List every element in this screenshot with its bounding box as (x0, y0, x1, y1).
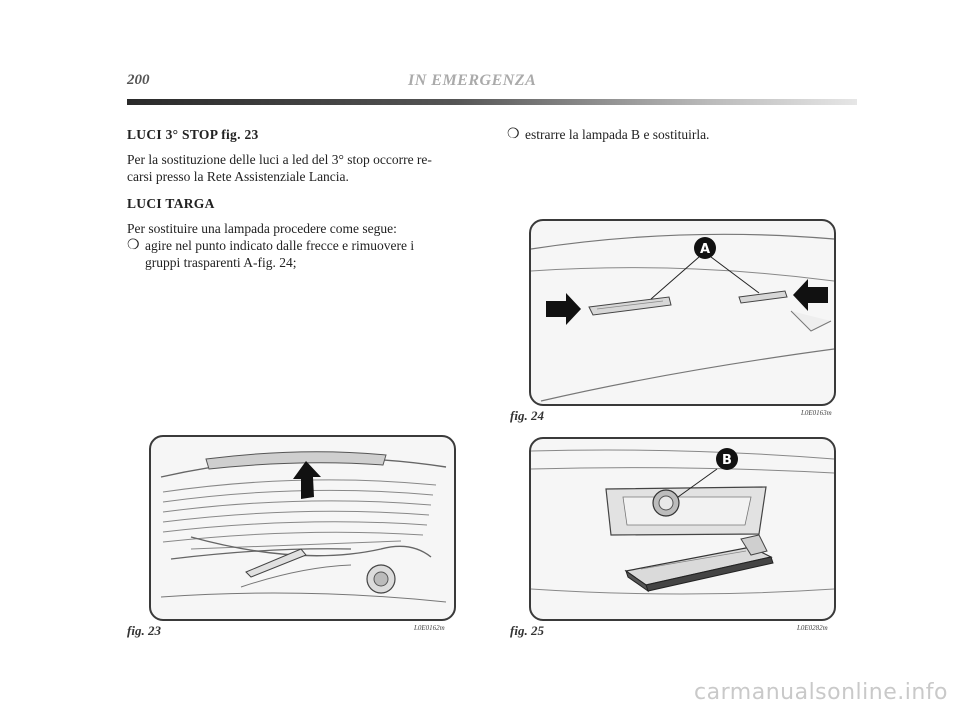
figure-25-caption: fig. 25 (510, 623, 544, 638)
plate-lights-drawing (531, 221, 834, 404)
stop-lights-text-line-1: Per la sostituzione delle luci a led del 3° stop occorre re- (127, 152, 432, 167)
bullet-1-line-1: agire nel punto indicato dalle frecce e rimuovere i (145, 238, 415, 253)
figure-24-caption: fig. 24 (510, 408, 544, 423)
figure-23-caption: fig. 23 (127, 623, 161, 638)
header-rule (127, 99, 857, 105)
figure-24-label-a: A (699, 242, 711, 257)
left-column (127, 126, 477, 271)
right-column (507, 126, 857, 143)
bullet-item-1 (127, 237, 477, 271)
bullet-2-text: estrarre la lampada B e sostituirla. (525, 127, 710, 142)
figure-23-code: L0E0162m (414, 624, 445, 632)
figure-24-code: L0E0163m (801, 409, 832, 417)
rear-window-drawing (151, 437, 454, 619)
plate-lights-intro: Per sostituire una lampada procedere come segue: (127, 221, 397, 236)
site-watermark: carmanualsonline.info (694, 680, 948, 705)
figure-25-label-b: B (722, 453, 732, 468)
bullet-icon: ❍ (127, 238, 140, 253)
figure-24-illustration (529, 219, 836, 406)
plate-lights-heading: LUCI TARGA (127, 196, 215, 211)
figure-25-code: L0E0282m (797, 624, 828, 632)
bullet-1-line-2: gruppi trasparenti A-fig. 24; (145, 255, 297, 270)
stop-lights-text-line-2: carsi presso la Rete Assistenziale Lancia. (127, 169, 349, 184)
page-number: 200 (127, 72, 150, 88)
stop-lights-heading: LUCI 3° STOP fig. 23 (127, 127, 259, 142)
figure-23-illustration (149, 435, 456, 621)
bullet-item-2 (507, 126, 857, 143)
section-title: IN EMERGENZA (408, 72, 537, 89)
lamp-replacement-drawing (531, 439, 834, 619)
figure-25-illustration (529, 437, 836, 621)
bullet-icon: ❍ (507, 127, 520, 142)
